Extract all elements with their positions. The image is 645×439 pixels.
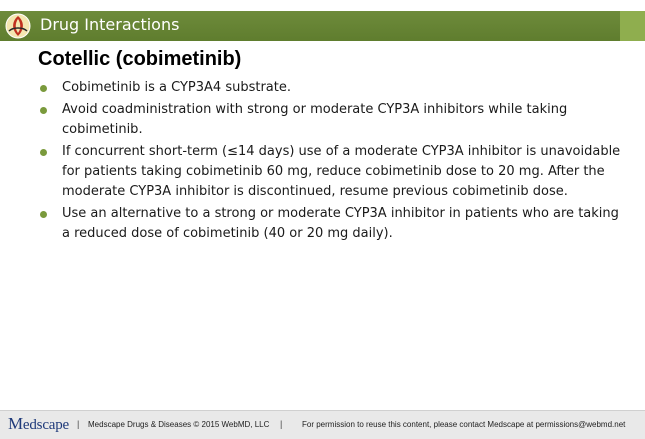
bullet-icon — [40, 149, 47, 156]
footer-separator: | — [280, 419, 283, 429]
footer-permission: For permission to reuse this content, please contact Medscape at permissions@webmd.net — [302, 420, 626, 429]
footer-copyright: Medscape Drugs & Diseases © 2015 WebMD, LLC — [88, 420, 270, 429]
list-item — [38, 142, 628, 202]
medscape-wordmark[interactable]: Medscape — [8, 414, 69, 433]
list-item — [38, 78, 628, 98]
footer-bar — [0, 410, 645, 439]
bullet-icon — [40, 85, 47, 92]
bullet-text: Avoid coadministration with strong or moderate CYP3A inhibitors while taking cobimetinib. — [62, 102, 568, 137]
bullet-list — [38, 78, 628, 246]
list-item — [38, 204, 628, 244]
header-accent — [620, 11, 645, 41]
bullet-text: If concurrent short-term (≤14 days) use of a moderate CYP3A inhibitor is unavoidable for patients taking cobimetinib 60 mg, reduce cobimetinib dose to 20 mg. After the moderate CYP3A inhibitor is discontinued, resume previous cobimetinib dose. — [62, 144, 621, 199]
list-item — [38, 100, 628, 140]
footer-separator: | — [77, 419, 80, 429]
medscape-logo-icon — [5, 13, 31, 39]
slide-title: Cotellic (cobimetinib) — [38, 48, 242, 70]
bullet-icon — [40, 107, 47, 114]
header-bar — [0, 11, 645, 41]
bullet-text: Cobimetinib is a CYP3A4 substrate. — [62, 80, 291, 95]
header-title: Drug Interactions — [40, 15, 180, 34]
bullet-icon — [40, 211, 47, 218]
bullet-text: Use an alternative to a strong or moderate CYP3A inhibitor in patients who are taking a reduced dose of cobimetinib (40 or 20 mg daily). — [62, 206, 619, 241]
